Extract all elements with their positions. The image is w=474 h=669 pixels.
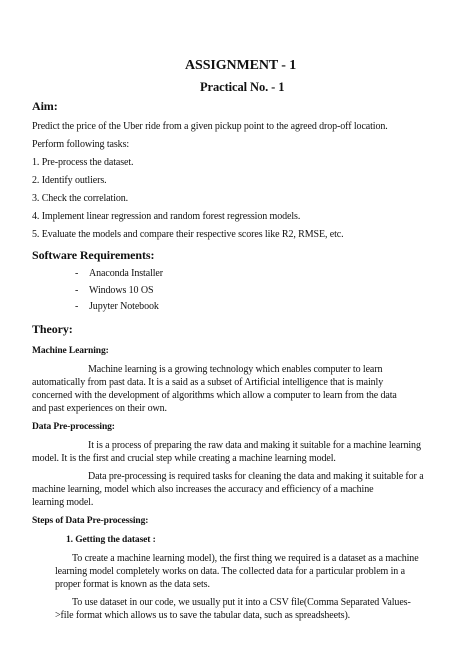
task-item: 2. Identify outliers.	[32, 175, 107, 186]
tasks-intro: Perform following tasks:	[32, 139, 130, 150]
dp-line: Data pre-processing is required tasks for cleaning the data and making it suitable for a	[88, 471, 424, 482]
bullet-dash: -	[75, 301, 79, 312]
task-item: 1. Pre-process the dataset.	[32, 157, 134, 168]
page-title: ASSIGNMENT - 1	[185, 58, 297, 73]
ml-line: Machine learning is a growing technology which enables computer to learn	[88, 364, 383, 375]
software-item: Anaconda Installer	[89, 268, 164, 279]
aim-statement: Predict the price of the Uber ride from a given pickup point to the agreed drop-off location.	[32, 121, 388, 132]
bullet-dash: -	[75, 268, 79, 279]
ml-line: concerned with the development of algorithms which allow a computer to learn from the data	[32, 390, 397, 401]
dp-line: It is a process of preparing the raw data and making it suitable for a machine learning	[88, 440, 421, 451]
dp-line: machine learning, model which also increases the accuracy and efficiency of a machine	[32, 484, 374, 495]
step1-line: learning model completely works on data. The collected data for a particular problem in a	[55, 566, 405, 577]
step1-line: To create a machine learning model), the first thing we required is a dataset as a machine	[72, 553, 419, 564]
task-item: 3. Check the correlation.	[32, 193, 129, 204]
csv-line: >file format which allows us to save the tabular data, such as spreadsheets).	[55, 610, 351, 621]
software-item: Jupyter Notebook	[89, 301, 159, 312]
task-item: 4. Implement linear regression and random forest regression models.	[32, 211, 301, 222]
software-item: Windows 10 OS	[89, 285, 154, 296]
dp-line: model. It is the first and crucial step while creating a machine learning model.	[32, 453, 336, 464]
ml-heading: Machine Learning:	[32, 346, 109, 356]
step1-heading: 1. Getting the dataset :	[66, 535, 156, 545]
aim-heading: Aim:	[32, 99, 58, 113]
ml-line: and past experiences on their own.	[32, 403, 167, 414]
dp-line: learning model.	[32, 497, 94, 508]
software-heading: Software Requirements:	[32, 248, 155, 262]
task-item: 5. Evaluate the models and compare their respective scores like R2, RMSE, etc.	[32, 229, 344, 240]
csv-line: To use dataset in our code, we usually put it into a CSV file(Comma Separated Values-	[72, 597, 411, 608]
steps-heading: Steps of Data Pre-processing:	[32, 516, 149, 526]
theory-heading: Theory:	[32, 322, 73, 336]
bullet-dash: -	[75, 285, 79, 296]
dp-heading: Data Pre-processing:	[32, 422, 115, 432]
ml-line: automatically from past data. It is a said as a subset of Artificial intelligence that is mainly	[32, 377, 384, 388]
page-subtitle: Practical No. - 1	[200, 80, 285, 94]
step1-line: proper format is known as the data sets.	[55, 579, 210, 590]
